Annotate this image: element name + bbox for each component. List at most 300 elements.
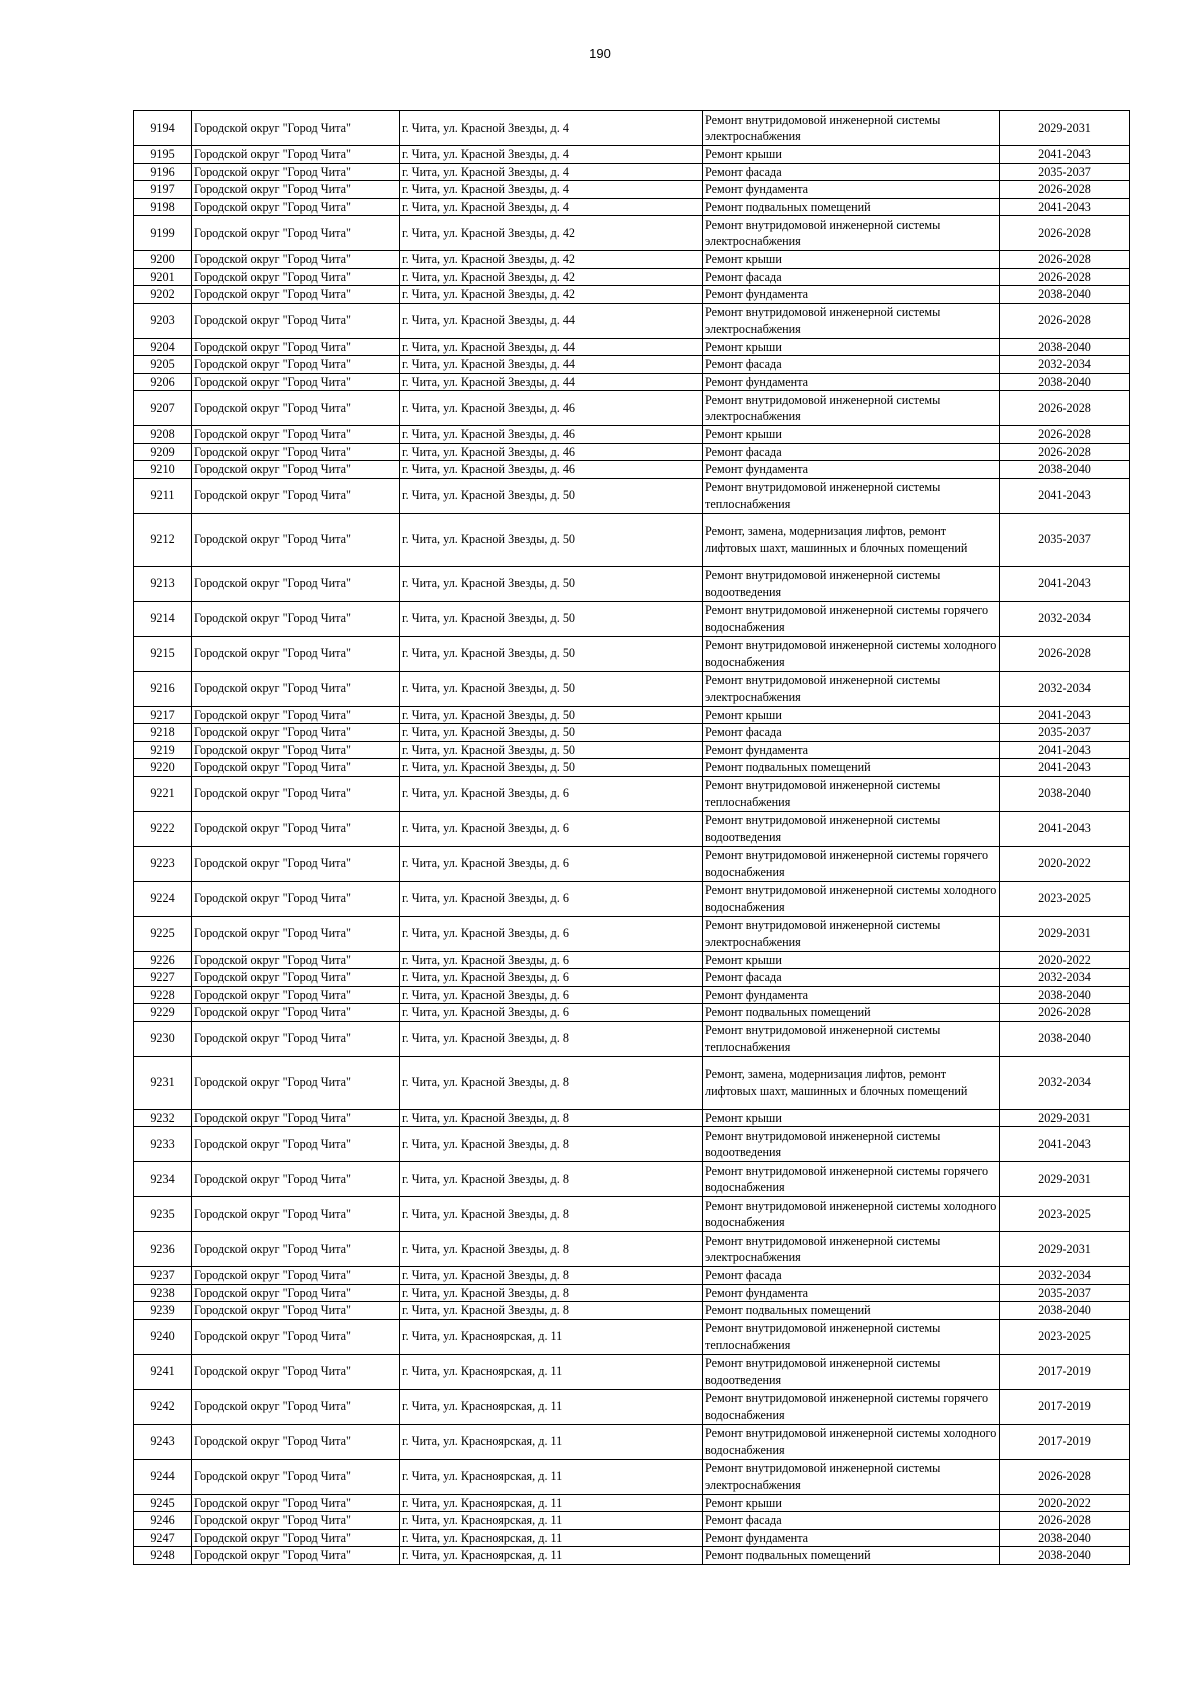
row-number-cell: 9230 <box>134 1021 192 1056</box>
table-row <box>134 1056 1130 1109</box>
period-cell: 2026-2028 <box>1000 426 1130 444</box>
period-cell: 2032-2034 <box>1000 1056 1130 1109</box>
municipality-cell: Городской округ "Город Чита" <box>192 1494 400 1512</box>
address-cell: г. Чита, ул. Красной Звезды, д. 46 <box>400 443 703 461</box>
address-cell: г. Чита, ул. Красной Звезды, д. 8 <box>400 1267 703 1285</box>
period-cell: 2020-2022 <box>1000 1494 1130 1512</box>
row-number-cell: 9232 <box>134 1109 192 1127</box>
period-cell: 2041-2043 <box>1000 1127 1130 1162</box>
row-number-cell: 9242 <box>134 1389 192 1424</box>
address-cell: г. Чита, ул. Красной Звезды, д. 8 <box>400 1284 703 1302</box>
address-cell: г. Чита, ул. Красной Звезды, д. 6 <box>400 1004 703 1022</box>
table-row <box>134 1354 1130 1389</box>
period-cell: 2029-2031 <box>1000 1109 1130 1127</box>
work-type-cell: Ремонт крыши <box>703 146 1000 164</box>
address-cell: г. Чита, ул. Красной Звезды, д. 8 <box>400 1162 703 1197</box>
municipality-cell: Городской округ "Город Чита" <box>192 1109 400 1127</box>
row-number-cell: 9222 <box>134 811 192 846</box>
municipality-cell: Городской округ "Город Чита" <box>192 1162 400 1197</box>
period-cell: 2023-2025 <box>1000 1197 1130 1232</box>
row-number-cell: 9212 <box>134 513 192 566</box>
period-cell: 2032-2034 <box>1000 356 1130 374</box>
municipality-cell: Городской округ "Город Чита" <box>192 881 400 916</box>
work-type-cell: Ремонт внутридомовой инженерной системы электроснабжения <box>703 303 1000 338</box>
table-row <box>134 1529 1130 1547</box>
table-row <box>134 1162 1130 1197</box>
period-cell: 2026-2028 <box>1000 636 1130 671</box>
municipality-cell: Городской округ "Город Чита" <box>192 1056 400 1109</box>
table-row <box>134 951 1130 969</box>
municipality-cell: Городской округ "Город Чита" <box>192 1319 400 1354</box>
period-cell: 2038-2040 <box>1000 338 1130 356</box>
table-row <box>134 303 1130 338</box>
work-type-cell: Ремонт внутридомовой инженерной системы теплоснабжения <box>703 478 1000 513</box>
address-cell: г. Чита, ул. Красной Звезды, д. 50 <box>400 478 703 513</box>
municipality-cell: Городской округ "Город Чита" <box>192 1197 400 1232</box>
municipality-cell: Городской округ "Город Чита" <box>192 163 400 181</box>
address-cell: г. Чита, ул. Красной Звезды, д. 8 <box>400 1197 703 1232</box>
municipality-cell: Городской округ "Город Чита" <box>192 969 400 987</box>
municipality-cell: Городской округ "Город Чита" <box>192 1424 400 1459</box>
period-cell: 2029-2031 <box>1000 1162 1130 1197</box>
row-number-cell: 9202 <box>134 286 192 304</box>
work-type-cell: Ремонт подвальных помещений <box>703 759 1000 777</box>
address-cell: г. Чита, ул. Красной Звезды, д. 42 <box>400 251 703 269</box>
work-type-cell: Ремонт внутридомовой инженерной системы электроснабжения <box>703 1232 1000 1267</box>
period-cell: 2026-2028 <box>1000 1004 1130 1022</box>
address-cell: г. Чита, ул. Красноярская, д. 11 <box>400 1424 703 1459</box>
address-cell: г. Чита, ул. Красной Звезды, д. 8 <box>400 1021 703 1056</box>
work-type-cell: Ремонт фундамента <box>703 286 1000 304</box>
row-number-cell: 9218 <box>134 724 192 742</box>
work-type-cell: Ремонт крыши <box>703 706 1000 724</box>
period-cell: 2041-2043 <box>1000 146 1130 164</box>
municipality-cell: Городской округ "Город Чита" <box>192 741 400 759</box>
municipality-cell: Городской округ "Город Чита" <box>192 706 400 724</box>
municipality-cell: Городской округ "Город Чита" <box>192 146 400 164</box>
municipality-cell: Городской округ "Город Чита" <box>192 1004 400 1022</box>
municipality-cell: Городской округ "Город Чита" <box>192 1302 400 1320</box>
row-number-cell: 9196 <box>134 163 192 181</box>
address-cell: г. Чита, ул. Красной Звезды, д. 50 <box>400 601 703 636</box>
row-number-cell: 9224 <box>134 881 192 916</box>
address-cell: г. Чита, ул. Красной Звезды, д. 44 <box>400 303 703 338</box>
period-cell: 2017-2019 <box>1000 1389 1130 1424</box>
period-cell: 2038-2040 <box>1000 373 1130 391</box>
municipality-cell: Городской округ "Город Чита" <box>192 776 400 811</box>
address-cell: г. Чита, ул. Красной Звезды, д. 4 <box>400 111 703 146</box>
row-number-cell: 9207 <box>134 391 192 426</box>
row-number-cell: 9208 <box>134 426 192 444</box>
row-number-cell: 9238 <box>134 1284 192 1302</box>
row-number-cell: 9198 <box>134 198 192 216</box>
work-type-cell: Ремонт внутридомовой инженерной системы электроснабжения <box>703 671 1000 706</box>
work-type-cell: Ремонт крыши <box>703 1494 1000 1512</box>
work-type-cell: Ремонт подвальных помещений <box>703 198 1000 216</box>
table-row <box>134 1512 1130 1530</box>
row-number-cell: 9229 <box>134 1004 192 1022</box>
row-number-cell: 9248 <box>134 1547 192 1565</box>
period-cell: 2017-2019 <box>1000 1424 1130 1459</box>
work-type-cell: Ремонт крыши <box>703 1109 1000 1127</box>
address-cell: г. Чита, ул. Красной Звезды, д. 6 <box>400 881 703 916</box>
address-cell: г. Чита, ул. Красной Звезды, д. 8 <box>400 1127 703 1162</box>
table-row <box>134 601 1130 636</box>
table-row <box>134 566 1130 601</box>
row-number-cell: 9227 <box>134 969 192 987</box>
address-cell: г. Чита, ул. Красной Звезды, д. 46 <box>400 461 703 479</box>
row-number-cell: 9209 <box>134 443 192 461</box>
period-cell: 2041-2043 <box>1000 566 1130 601</box>
address-cell: г. Чита, ул. Красной Звезды, д. 42 <box>400 286 703 304</box>
municipality-cell: Городской округ "Город Чита" <box>192 181 400 199</box>
work-type-cell: Ремонт фундамента <box>703 373 1000 391</box>
period-cell: 2041-2043 <box>1000 198 1130 216</box>
municipality-cell: Городской округ "Город Чита" <box>192 1529 400 1547</box>
table-row <box>134 146 1130 164</box>
row-number-cell: 9194 <box>134 111 192 146</box>
table-row <box>134 198 1130 216</box>
municipality-cell: Городской округ "Город Чита" <box>192 916 400 951</box>
municipality-cell: Городской округ "Город Чита" <box>192 286 400 304</box>
table-row <box>134 671 1130 706</box>
period-cell: 2026-2028 <box>1000 443 1130 461</box>
table-row <box>134 1021 1130 1056</box>
address-cell: г. Чита, ул. Красной Звезды, д. 8 <box>400 1232 703 1267</box>
address-cell: г. Чита, ул. Красной Звезды, д. 4 <box>400 163 703 181</box>
row-number-cell: 9247 <box>134 1529 192 1547</box>
table-row <box>134 426 1130 444</box>
municipality-cell: Городской округ "Город Чита" <box>192 1547 400 1565</box>
row-number-cell: 9206 <box>134 373 192 391</box>
table-row <box>134 1302 1130 1320</box>
table-row <box>134 356 1130 374</box>
municipality-cell: Городской округ "Город Чита" <box>192 303 400 338</box>
period-cell: 2038-2040 <box>1000 286 1130 304</box>
repair-schedule-table <box>133 110 1130 1565</box>
municipality-cell: Городской округ "Город Чита" <box>192 391 400 426</box>
table-body <box>134 111 1130 1565</box>
municipality-cell: Городской округ "Город Чита" <box>192 724 400 742</box>
row-number-cell: 9245 <box>134 1494 192 1512</box>
row-number-cell: 9226 <box>134 951 192 969</box>
work-type-cell: Ремонт внутридомовой инженерной системы водоотведения <box>703 1354 1000 1389</box>
municipality-cell: Городской округ "Город Чита" <box>192 461 400 479</box>
table-row <box>134 986 1130 1004</box>
municipality-cell: Городской округ "Город Чита" <box>192 601 400 636</box>
municipality-cell: Городской округ "Город Чита" <box>192 111 400 146</box>
row-number-cell: 9228 <box>134 986 192 1004</box>
period-cell: 2041-2043 <box>1000 478 1130 513</box>
period-cell: 2041-2043 <box>1000 811 1130 846</box>
address-cell: г. Чита, ул. Красной Звезды, д. 44 <box>400 373 703 391</box>
row-number-cell: 9220 <box>134 759 192 777</box>
work-type-cell: Ремонт фундамента <box>703 181 1000 199</box>
table-row <box>134 846 1130 881</box>
period-cell: 2017-2019 <box>1000 1354 1130 1389</box>
municipality-cell: Городской округ "Город Чита" <box>192 426 400 444</box>
work-type-cell: Ремонт фундамента <box>703 461 1000 479</box>
row-number-cell: 9246 <box>134 1512 192 1530</box>
work-type-cell: Ремонт внутридомовой инженерной системы водоотведения <box>703 566 1000 601</box>
period-cell: 2023-2025 <box>1000 881 1130 916</box>
municipality-cell: Городской округ "Город Чита" <box>192 1021 400 1056</box>
work-type-cell: Ремонт внутридомовой инженерной системы электроснабжения <box>703 391 1000 426</box>
work-type-cell: Ремонт фасада <box>703 443 1000 461</box>
address-cell: г. Чита, ул. Красной Звезды, д. 44 <box>400 356 703 374</box>
table-row <box>134 969 1130 987</box>
row-number-cell: 9216 <box>134 671 192 706</box>
municipality-cell: Городской округ "Город Чита" <box>192 1267 400 1285</box>
table-row <box>134 1004 1130 1022</box>
work-type-cell: Ремонт крыши <box>703 951 1000 969</box>
municipality-cell: Городской округ "Город Чита" <box>192 566 400 601</box>
table-row <box>134 776 1130 811</box>
municipality-cell: Городской округ "Город Чита" <box>192 216 400 251</box>
municipality-cell: Городской округ "Город Чита" <box>192 671 400 706</box>
table-row <box>134 1459 1130 1494</box>
address-cell: г. Чита, ул. Красной Звезды, д. 44 <box>400 338 703 356</box>
period-cell: 2032-2034 <box>1000 601 1130 636</box>
row-number-cell: 9235 <box>134 1197 192 1232</box>
work-type-cell: Ремонт внутридомовой инженерной системы теплоснабжения <box>703 1021 1000 1056</box>
table-row <box>134 706 1130 724</box>
municipality-cell: Городской округ "Город Чита" <box>192 1232 400 1267</box>
row-number-cell: 9199 <box>134 216 192 251</box>
table-row <box>134 1267 1130 1285</box>
period-cell: 2026-2028 <box>1000 216 1130 251</box>
work-type-cell: Ремонт внутридомовой инженерной системы водоотведения <box>703 811 1000 846</box>
period-cell: 2026-2028 <box>1000 181 1130 199</box>
work-type-cell: Ремонт внутридомовой инженерной системы теплоснабжения <box>703 776 1000 811</box>
address-cell: г. Чита, ул. Красной Звезды, д. 8 <box>400 1302 703 1320</box>
address-cell: г. Чита, ул. Красной Звезды, д. 50 <box>400 759 703 777</box>
row-number-cell: 9240 <box>134 1319 192 1354</box>
table-row <box>134 181 1130 199</box>
municipality-cell: Городской округ "Город Чита" <box>192 338 400 356</box>
municipality-cell: Городской округ "Город Чита" <box>192 1459 400 1494</box>
work-type-cell: Ремонт фундамента <box>703 741 1000 759</box>
municipality-cell: Городской округ "Город Чита" <box>192 198 400 216</box>
address-cell: г. Чита, ул. Красноярская, д. 11 <box>400 1354 703 1389</box>
period-cell: 2038-2040 <box>1000 1021 1130 1056</box>
period-cell: 2032-2034 <box>1000 671 1130 706</box>
row-number-cell: 9223 <box>134 846 192 881</box>
address-cell: г. Чита, ул. Красноярская, д. 11 <box>400 1494 703 1512</box>
period-cell: 2035-2037 <box>1000 163 1130 181</box>
table-row <box>134 759 1130 777</box>
table-row <box>134 286 1130 304</box>
municipality-cell: Городской округ "Город Чита" <box>192 478 400 513</box>
period-cell: 2023-2025 <box>1000 1319 1130 1354</box>
table-row <box>134 811 1130 846</box>
period-cell: 2038-2040 <box>1000 1302 1130 1320</box>
period-cell: 2035-2037 <box>1000 513 1130 566</box>
period-cell: 2026-2028 <box>1000 1459 1130 1494</box>
municipality-cell: Городской округ "Город Чита" <box>192 811 400 846</box>
address-cell: г. Чита, ул. Красноярская, д. 11 <box>400 1389 703 1424</box>
municipality-cell: Городской округ "Город Чита" <box>192 1512 400 1530</box>
address-cell: г. Чита, ул. Красной Звезды, д. 50 <box>400 566 703 601</box>
row-number-cell: 9241 <box>134 1354 192 1389</box>
row-number-cell: 9197 <box>134 181 192 199</box>
address-cell: г. Чита, ул. Красной Звезды, д. 8 <box>400 1109 703 1127</box>
municipality-cell: Городской округ "Город Чита" <box>192 951 400 969</box>
period-cell: 2026-2028 <box>1000 303 1130 338</box>
row-number-cell: 9210 <box>134 461 192 479</box>
work-type-cell: Ремонт фасада <box>703 724 1000 742</box>
period-cell: 2038-2040 <box>1000 1529 1130 1547</box>
row-number-cell: 9239 <box>134 1302 192 1320</box>
municipality-cell: Городской округ "Город Чита" <box>192 1127 400 1162</box>
period-cell: 2029-2031 <box>1000 916 1130 951</box>
address-cell: г. Чита, ул. Красной Звезды, д. 6 <box>400 969 703 987</box>
work-type-cell: Ремонт фасада <box>703 163 1000 181</box>
address-cell: г. Чита, ул. Красной Звезды, д. 50 <box>400 671 703 706</box>
address-cell: г. Чита, ул. Красной Звезды, д. 6 <box>400 846 703 881</box>
work-type-cell: Ремонт крыши <box>703 338 1000 356</box>
address-cell: г. Чита, ул. Красной Звезды, д. 6 <box>400 986 703 1004</box>
table-row <box>134 391 1130 426</box>
municipality-cell: Городской округ "Город Чита" <box>192 1354 400 1389</box>
table-row <box>134 338 1130 356</box>
period-cell: 2032-2034 <box>1000 1267 1130 1285</box>
table-row <box>134 1127 1130 1162</box>
work-type-cell: Ремонт крыши <box>703 251 1000 269</box>
work-type-cell: Ремонт внутридомовой инженерной системы электроснабжения <box>703 1459 1000 1494</box>
work-type-cell: Ремонт подвальных помещений <box>703 1004 1000 1022</box>
row-number-cell: 9237 <box>134 1267 192 1285</box>
address-cell: г. Чита, ул. Красной Звезды, д. 50 <box>400 706 703 724</box>
address-cell: г. Чита, ул. Красноярская, д. 11 <box>400 1529 703 1547</box>
address-cell: г. Чита, ул. Красной Звезды, д. 6 <box>400 951 703 969</box>
table-row <box>134 1232 1130 1267</box>
address-cell: г. Чита, ул. Красной Звезды, д. 50 <box>400 724 703 742</box>
row-number-cell: 9234 <box>134 1162 192 1197</box>
table-row <box>134 724 1130 742</box>
row-number-cell: 9213 <box>134 566 192 601</box>
work-type-cell: Ремонт фасада <box>703 969 1000 987</box>
period-cell: 2041-2043 <box>1000 706 1130 724</box>
work-type-cell: Ремонт подвальных помещений <box>703 1547 1000 1565</box>
row-number-cell: 9201 <box>134 268 192 286</box>
work-type-cell: Ремонт внутридомовой инженерной системы горячего водоснабжения <box>703 1162 1000 1197</box>
address-cell: г. Чита, ул. Красной Звезды, д. 6 <box>400 811 703 846</box>
work-type-cell: Ремонт внутридомовой инженерной системы теплоснабжения <box>703 1319 1000 1354</box>
address-cell: г. Чита, ул. Красной Звезды, д. 46 <box>400 426 703 444</box>
period-cell: 2038-2040 <box>1000 776 1130 811</box>
row-number-cell: 9217 <box>134 706 192 724</box>
period-cell: 2026-2028 <box>1000 391 1130 426</box>
table-row <box>134 1109 1130 1127</box>
work-type-cell: Ремонт фасада <box>703 1512 1000 1530</box>
table-row <box>134 1319 1130 1354</box>
row-number-cell: 9211 <box>134 478 192 513</box>
municipality-cell: Городской округ "Город Чита" <box>192 356 400 374</box>
table-row <box>134 1547 1130 1565</box>
work-type-cell: Ремонт внутридомовой инженерной системы электроснабжения <box>703 216 1000 251</box>
address-cell: г. Чита, ул. Красноярская, д. 11 <box>400 1512 703 1530</box>
work-type-cell: Ремонт внутридомовой инженерной системы горячего водоснабжения <box>703 846 1000 881</box>
address-cell: г. Чита, ул. Красной Звезды, д. 4 <box>400 181 703 199</box>
table-row <box>134 1389 1130 1424</box>
work-type-cell: Ремонт фасада <box>703 1267 1000 1285</box>
work-type-cell: Ремонт фундамента <box>703 1529 1000 1547</box>
address-cell: г. Чита, ул. Красной Звезды, д. 50 <box>400 636 703 671</box>
address-cell: г. Чита, ул. Красноярская, д. 11 <box>400 1319 703 1354</box>
address-cell: г. Чита, ул. Красной Звезды, д. 46 <box>400 391 703 426</box>
row-number-cell: 9205 <box>134 356 192 374</box>
work-type-cell: Ремонт внутридомовой инженерной системы холодного водоснабжения <box>703 1197 1000 1232</box>
work-type-cell: Ремонт внутридомовой инженерной системы горячего водоснабжения <box>703 1389 1000 1424</box>
row-number-cell: 9200 <box>134 251 192 269</box>
table-row <box>134 1284 1130 1302</box>
period-cell: 2026-2028 <box>1000 268 1130 286</box>
municipality-cell: Городской округ "Город Чита" <box>192 759 400 777</box>
municipality-cell: Городской округ "Город Чита" <box>192 1284 400 1302</box>
work-type-cell: Ремонт фасада <box>703 356 1000 374</box>
row-number-cell: 9215 <box>134 636 192 671</box>
municipality-cell: Городской округ "Город Чита" <box>192 513 400 566</box>
period-cell: 2020-2022 <box>1000 846 1130 881</box>
period-cell: 2041-2043 <box>1000 759 1130 777</box>
period-cell: 2032-2034 <box>1000 969 1130 987</box>
address-cell: г. Чита, ул. Красной Звезды, д. 50 <box>400 741 703 759</box>
municipality-cell: Городской округ "Город Чита" <box>192 251 400 269</box>
table-row <box>134 881 1130 916</box>
row-number-cell: 9219 <box>134 741 192 759</box>
period-cell: 2029-2031 <box>1000 1232 1130 1267</box>
row-number-cell: 9231 <box>134 1056 192 1109</box>
row-number-cell: 9195 <box>134 146 192 164</box>
address-cell: г. Чита, ул. Красной Звезды, д. 6 <box>400 916 703 951</box>
row-number-cell: 9225 <box>134 916 192 951</box>
period-cell: 2026-2028 <box>1000 251 1130 269</box>
period-cell: 2029-2031 <box>1000 111 1130 146</box>
row-number-cell: 9203 <box>134 303 192 338</box>
row-number-cell: 9221 <box>134 776 192 811</box>
work-type-cell: Ремонт крыши <box>703 426 1000 444</box>
row-number-cell: 9244 <box>134 1459 192 1494</box>
table-row <box>134 443 1130 461</box>
period-cell: 2038-2040 <box>1000 461 1130 479</box>
work-type-cell: Ремонт подвальных помещений <box>703 1302 1000 1320</box>
work-type-cell: Ремонт, замена, модернизация лифтов, ремонт лифтовых шахт, машинных и блочных помещений <box>703 513 1000 566</box>
table-row <box>134 513 1130 566</box>
table-row <box>134 111 1130 146</box>
row-number-cell: 9214 <box>134 601 192 636</box>
municipality-cell: Городской округ "Город Чита" <box>192 373 400 391</box>
work-type-cell: Ремонт внутридомовой инженерной системы холодного водоснабжения <box>703 881 1000 916</box>
address-cell: г. Чита, ул. Красной Звезды, д. 42 <box>400 268 703 286</box>
period-cell: 2026-2028 <box>1000 1512 1130 1530</box>
table-row <box>134 373 1130 391</box>
address-cell: г. Чита, ул. Красной Звезды, д. 4 <box>400 146 703 164</box>
table-row <box>134 916 1130 951</box>
municipality-cell: Городской округ "Город Чита" <box>192 636 400 671</box>
period-cell: 2038-2040 <box>1000 986 1130 1004</box>
period-cell: 2041-2043 <box>1000 741 1130 759</box>
table-row <box>134 1197 1130 1232</box>
address-cell: г. Чита, ул. Красной Звезды, д. 50 <box>400 513 703 566</box>
work-type-cell: Ремонт внутридомовой инженерной системы водоотведения <box>703 1127 1000 1162</box>
row-number-cell: 9243 <box>134 1424 192 1459</box>
work-type-cell: Ремонт внутридомовой инженерной системы холодного водоснабжения <box>703 1424 1000 1459</box>
row-number-cell: 9236 <box>134 1232 192 1267</box>
period-cell: 2035-2037 <box>1000 724 1130 742</box>
page-number: 190 <box>589 46 611 61</box>
work-type-cell: Ремонт внутридомовой инженерной системы горячего водоснабжения <box>703 601 1000 636</box>
